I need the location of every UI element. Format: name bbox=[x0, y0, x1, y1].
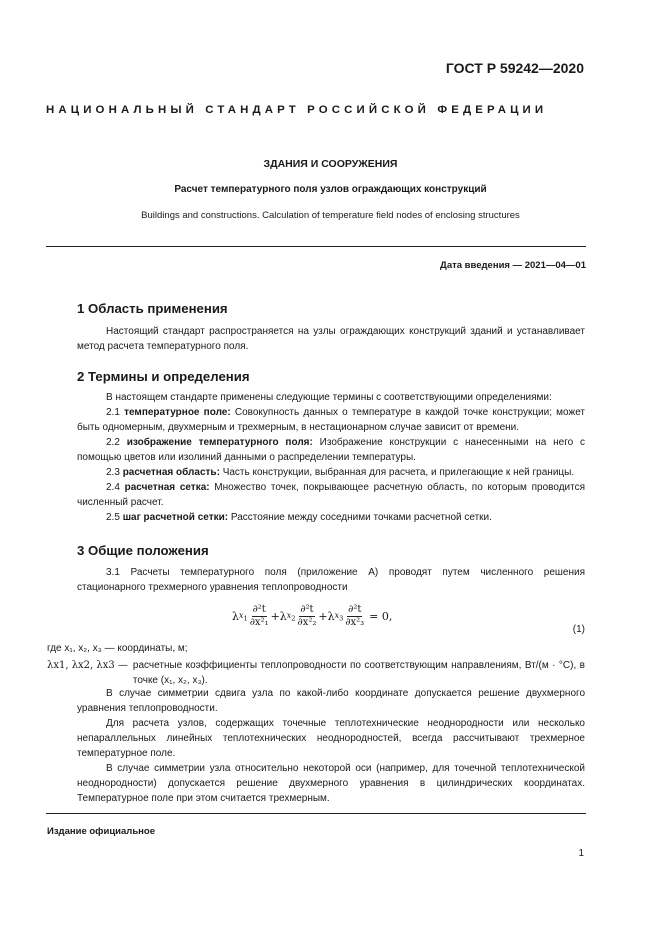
national-standard-heading: НАЦИОНАЛЬНЫЙ СТАНДАРТ РОССИЙСКОЙ ФЕДЕРАЦИИ bbox=[46, 104, 548, 116]
english-title: Buildings and constructions. Calculation of temperature field nodes of enclosing structures bbox=[141, 210, 520, 221]
term-number: 2.3 bbox=[106, 467, 120, 478]
term-definition: Расстояние между соседними точками расчетной сетки. bbox=[230, 512, 492, 523]
legend-lambda-definition: расчетные коэффициенты теплопроводности по соответствующим направлениям, Вт/(м · °С), в точке (x₁, x₂, x₃). bbox=[132, 660, 585, 686]
lambda-symbol: λ bbox=[232, 610, 239, 623]
term-2-1 bbox=[77, 405, 585, 435]
section-3-paragraph-2: В случае симметрии сдвига узла по какой-либо координате допускается решение двухмерного уравнения теплопроводности. bbox=[77, 688, 585, 714]
section-1-title: 1 Область применения bbox=[77, 301, 228, 316]
section-3-paragraph-1: 3.1 Расчеты температурного поля (приложение А) проводят путем численного решения стационарного трехмерного уравнения теплопроводности bbox=[77, 567, 585, 593]
subscript-x: x bbox=[334, 610, 340, 620]
official-edition-label: Издание официальное bbox=[47, 826, 155, 837]
term-2-5 bbox=[77, 510, 585, 525]
subscript-index: 3 bbox=[339, 614, 344, 623]
term-number: 2.2 bbox=[106, 437, 120, 448]
term-name: температурное поле: bbox=[124, 407, 231, 418]
introduction-date: Дата введения — 2021—04—01 bbox=[440, 260, 586, 271]
section-2-body bbox=[77, 390, 585, 525]
section-3-paragraph-4: В случае симметрии узла относительно некоторой оси (например, для точечной теплотехнической неоднородности) допускается решение двухмерного уравнения в цилиндрических координатах. Температурное поле при этом считается трехмерным. bbox=[77, 763, 585, 804]
subscript-x: x bbox=[286, 610, 292, 620]
legend-block bbox=[47, 641, 585, 688]
plus-sign: + bbox=[318, 610, 328, 623]
term-number: 2.5 bbox=[106, 512, 120, 523]
subscript-index: 1 bbox=[243, 614, 248, 623]
legend-coordinates-text: где x₁, x₂, x₃ — координаты, м; bbox=[47, 643, 188, 654]
fraction-3 bbox=[345, 604, 364, 629]
term-number: 2.1 bbox=[106, 407, 120, 418]
lambda-symbol: λ bbox=[279, 610, 287, 623]
fraction-numerator: ∂²t bbox=[348, 604, 362, 615]
heat-equation-formula bbox=[232, 604, 392, 629]
term-definition: Часть конструкции, выбранная для расчета, и прилегающие к ней границы. bbox=[222, 467, 575, 478]
page-number: 1 bbox=[578, 848, 584, 859]
section-1-body bbox=[77, 324, 585, 354]
fraction-1 bbox=[250, 604, 269, 629]
footer-divider bbox=[46, 813, 586, 814]
fraction-2 bbox=[298, 604, 317, 629]
legend-coordinates bbox=[47, 641, 585, 656]
plus-sign: + bbox=[270, 610, 280, 623]
fraction-denominator: ∂x²₁ bbox=[249, 617, 269, 628]
fraction-denominator: ∂x²₂ bbox=[297, 617, 317, 628]
term-name: изображение температурного поля: bbox=[126, 437, 313, 448]
section-3-body bbox=[77, 686, 585, 806]
subscript-x: x bbox=[238, 610, 244, 620]
term-definition: Множество точек, покрывающее расчетную область, по которым проводится численный расчет. bbox=[77, 482, 585, 508]
legend-lambda bbox=[47, 658, 585, 688]
document-subtitle: Расчет температурного поля узлов ограждающих конструкций bbox=[174, 184, 487, 195]
equals-zero: = 0, bbox=[369, 610, 393, 623]
lambda-symbol: λ bbox=[327, 610, 335, 623]
header-divider bbox=[46, 246, 586, 247]
term-name: шаг расчетной сетки: bbox=[122, 512, 229, 523]
section-3-intro-body bbox=[77, 565, 585, 595]
term-number: 2.4 bbox=[106, 482, 120, 493]
fraction-numerator: ∂²t bbox=[300, 604, 314, 615]
equation-number: (1) bbox=[572, 624, 585, 635]
section-1-text: Настоящий стандарт распространяется на узлы ограждающих конструкций зданий и устанавливает метод расчета температурного поля. bbox=[77, 326, 585, 352]
section-2-title: 2 Термины и определения bbox=[77, 369, 250, 384]
fraction-denominator: ∂x²₃ bbox=[345, 617, 365, 628]
legend-lambda-symbols: λx1, λx2, λx3 — bbox=[47, 660, 128, 671]
subscript-index: 2 bbox=[291, 614, 296, 623]
term-definition: Совокупность данных о температуре в каждой точке конструкции; может быть одномерным, двухмерным и трехмерным, в нестационарном случае зависит от времени. bbox=[77, 407, 586, 433]
term-2-4 bbox=[77, 480, 585, 510]
fraction-numerator: ∂²t bbox=[252, 604, 266, 615]
section-3-title: 3 Общие положения bbox=[77, 543, 209, 558]
term-2-3 bbox=[77, 465, 585, 480]
section-2-intro: В настоящем стандарте применены следующие термины с соответствующими определениями: bbox=[106, 392, 552, 403]
section-3-paragraph-3: Для расчета узлов, содержащих точечные теплотехнические неоднородности или несколько непараллельных линейных теплотехнических неоднородностей, всегда рассчитывают трехмерное температурное поле. bbox=[77, 718, 585, 759]
document-title: ЗДАНИЯ И СООРУЖЕНИЯ bbox=[263, 158, 398, 170]
term-name: расчетная область: bbox=[122, 467, 220, 478]
term-definition: Изображение конструкции с нанесенными на него с помощью цветов или изолиний данными о распределении температуры. bbox=[77, 437, 586, 463]
standard-number: ГОСТ Р 59242—2020 bbox=[445, 60, 584, 76]
term-2-2 bbox=[77, 435, 585, 465]
term-name: расчетная сетка: bbox=[124, 482, 210, 493]
